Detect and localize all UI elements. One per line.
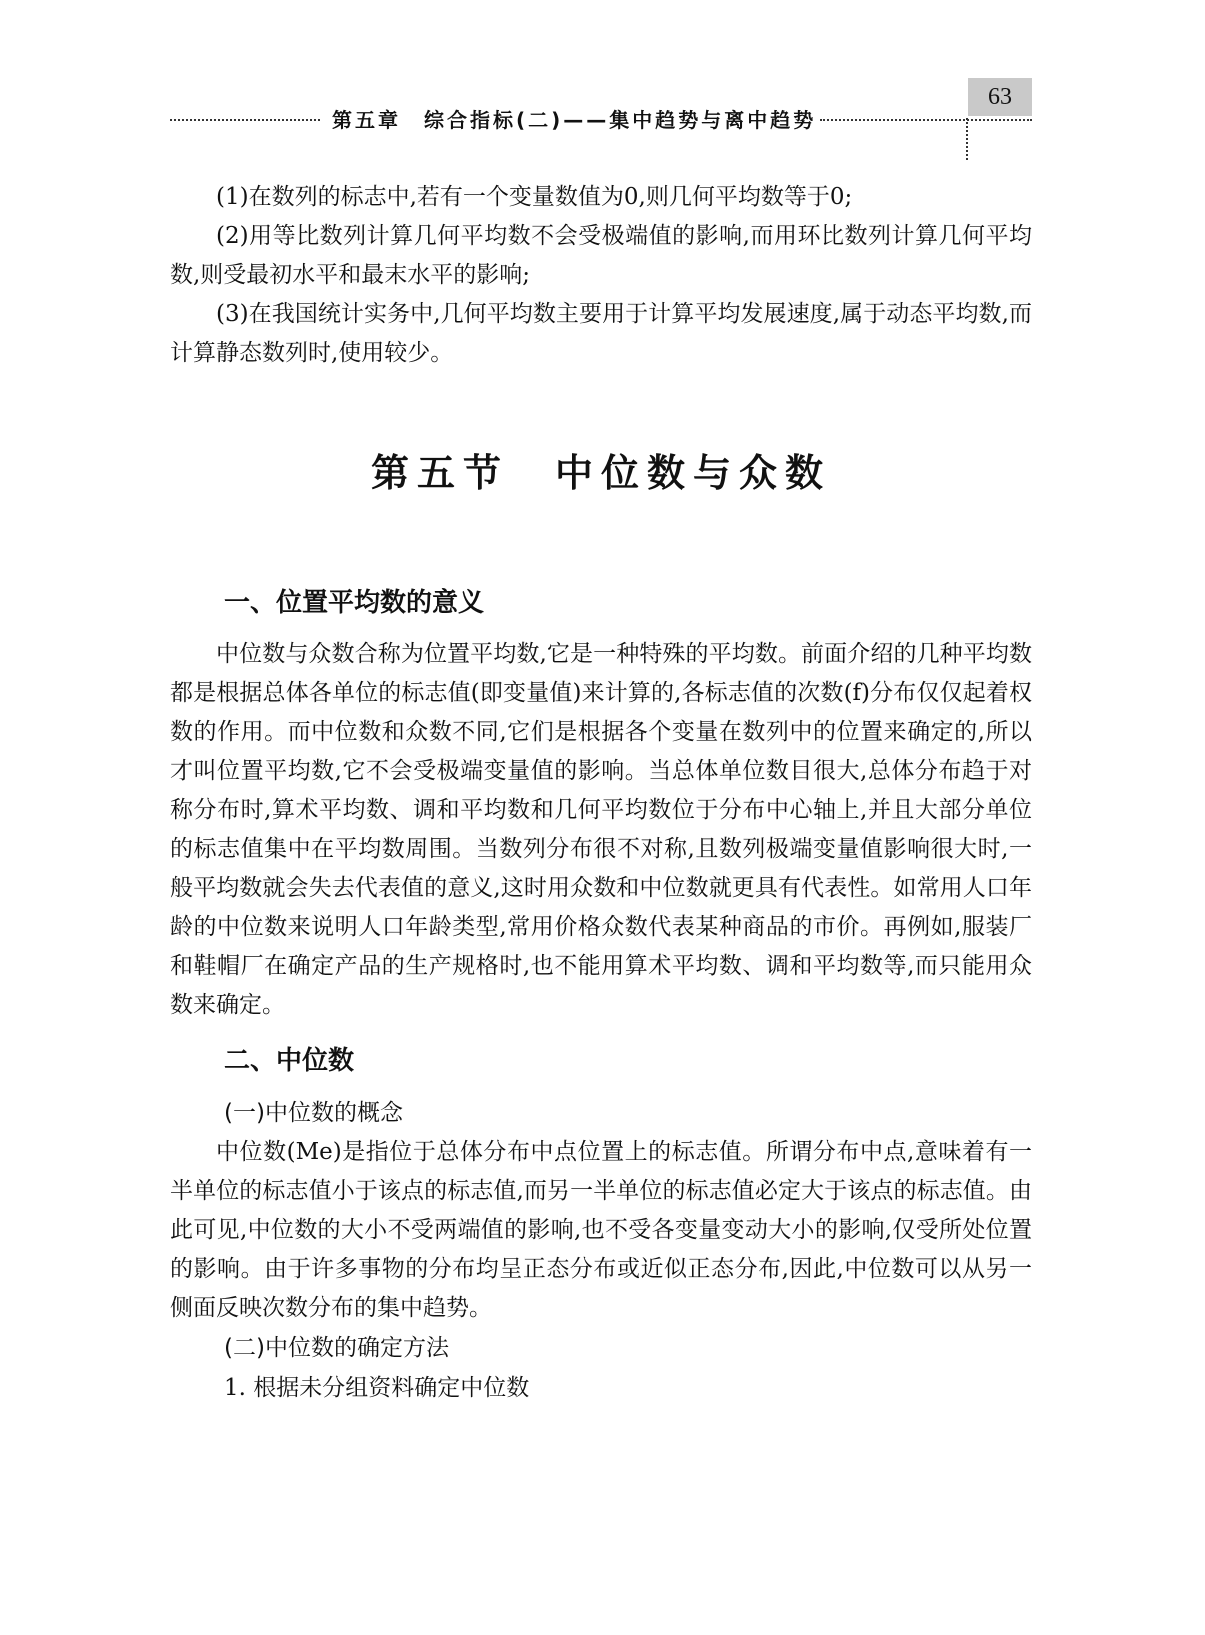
chapter-title: 第五章 综合指标(二)——集中趋势与离中趋势 xyxy=(332,108,817,132)
intro-item-2: (2)用等比数列计算几何平均数不会受极端值的影响,而用环比数列计算几何平均数,则受最初水平和最末水平的影响; xyxy=(170,223,1032,288)
intro-item-3: (3)在我国统计实务中,几何平均数主要用于计算平均发展速度,属于动态平均数,而计算静态数列时,使用较少。 xyxy=(170,301,1032,366)
intro-item-1: (1)在数列的标志中,若有一个变量数值为0,则几何平均数等于0; xyxy=(216,184,853,210)
page-body xyxy=(170,178,1032,1408)
subheading-median-concept: (一)中位数的概念 xyxy=(224,1100,403,1126)
header-dotted-rule-left xyxy=(170,119,320,121)
heading-median: 二、中位数 xyxy=(224,1046,355,1076)
header-dotted-rule-vertical xyxy=(966,118,968,160)
header-dotted-rule-right xyxy=(820,119,1032,121)
subheading-median-method: (二)中位数的确定方法 xyxy=(224,1335,449,1361)
paragraph-position-average: 中位数与众数合称为位置平均数,它是一种特殊的平均数。前面介绍的几种平均数都是根据总体各单位的标志值(即变量值)来计算的,各标志值的次数(f)分布仅仅起着权数的作用。而中位数和众数不同,它们是根据各个变量在数列中的位置来确定的,所以才叫位置平均数,它不会受极端变量值的影响。当总体单位数目很大,总体分布趋于对称分布时,算术平均数、调和平均数和几何平均数位于分布中心轴上,并且大部分单位的标志值集中在平均数周围。当数列分布很不对称,且数列极端变量值影响很大时,一般平均数就会失去代表值的意义,这时用众数和中位数就更具有代表性。如常用人口年龄的中位数来说明人口年龄类型,常用价格众数代表某种商品的市价。再例如,服装厂和鞋帽厂在确定产品的生产规格时,也不能用算术平均数、调和平均数等,而只能用众数来确定。 xyxy=(170,641,1032,1018)
subheading-ungrouped-median: 1. 根据未分组资料确定中位数 xyxy=(224,1375,530,1401)
running-header xyxy=(170,96,1032,156)
page-number: 63 xyxy=(968,78,1032,116)
paragraph-median-concept: 中位数(Me)是指位于总体分布中点位置上的标志值。所谓分布中点,意味着有一半单位的标志值小于该点的标志值,而另一半单位的标志值必定大于该点的标志值。由此可见,中位数的大小不受两端值的影响,也不受各变量变动大小的影响,仅受所处位置的影响。由于许多事物的分布均呈正态分布或近似正态分布,因此,中位数可以从另一侧面反映次数分布的集中趋势。 xyxy=(170,1139,1032,1321)
heading-position-average: 一、位置平均数的意义 xyxy=(224,588,485,618)
section-title: 第五节 中位数与众数 xyxy=(370,450,831,495)
